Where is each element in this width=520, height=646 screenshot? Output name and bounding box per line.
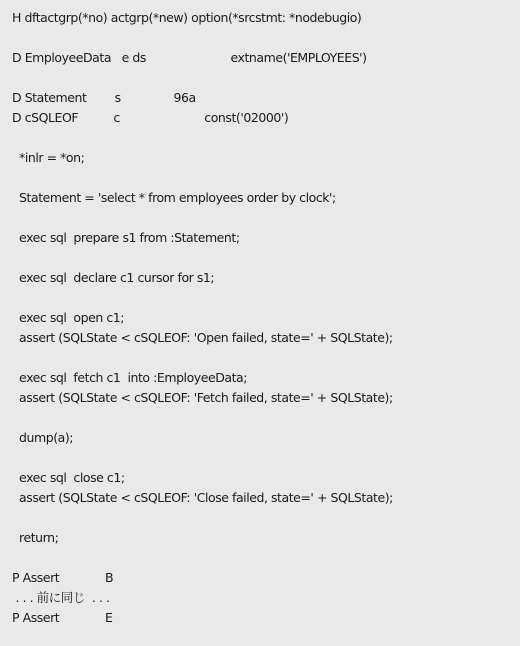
code-line-24: exec sql close c1; <box>12 470 125 485</box>
code-line-10: Statement = 'select * from employees order by clock'; <box>12 190 336 205</box>
code-line-13 <box>12 248 510 268</box>
code-line-22: dump(a); <box>12 430 74 445</box>
code-line-23 <box>12 448 510 468</box>
code-line-27: return; <box>12 530 59 545</box>
code-line-11 <box>12 208 510 228</box>
code-line-2 <box>12 28 510 48</box>
code-line-3: D EmployeeData e ds extname('EMPLOYEES') <box>12 50 367 65</box>
code-line-30: . . . 前に同じ . . . <box>12 590 110 605</box>
code-line-26 <box>12 508 510 528</box>
code-line-9 <box>12 168 510 188</box>
code-line-7 <box>12 128 510 148</box>
code-line-25: assert (SQLState < cSQLEOF: 'Close failed, state=' + SQLState); <box>12 490 393 505</box>
code-line-8: *inlr = *on; <box>12 150 85 165</box>
code-line-18 <box>12 348 510 368</box>
code-line-1: H dftactgrp(*no) actgrp(*new) option(*srcstmt: *nodebugio) <box>12 10 362 25</box>
code-line-17: assert (SQLState < cSQLEOF: 'Open failed, state=' + SQLState); <box>12 330 393 345</box>
code-line-19: exec sql fetch c1 into :EmployeeData; <box>12 370 248 385</box>
code-line-6: D cSQLEOF c const('02000') <box>12 110 289 125</box>
code-line-29: P Assert B <box>12 570 114 585</box>
code-line-31: P Assert E <box>12 610 113 625</box>
code-line-20: assert (SQLState < cSQLEOF: 'Fetch failed, state=' + SQLState); <box>12 390 393 405</box>
code-line-14: exec sql declare c1 cursor for s1; <box>12 270 215 285</box>
code-line-16: exec sql open c1; <box>12 310 125 325</box>
code-line-21 <box>12 408 510 428</box>
code-line-4 <box>12 68 510 88</box>
code-line-28 <box>12 548 510 568</box>
code-line-5: D Statement s 96a <box>12 90 196 105</box>
code-line-15 <box>12 288 510 308</box>
code-line-12: exec sql prepare s1 from :Statement; <box>12 230 240 245</box>
